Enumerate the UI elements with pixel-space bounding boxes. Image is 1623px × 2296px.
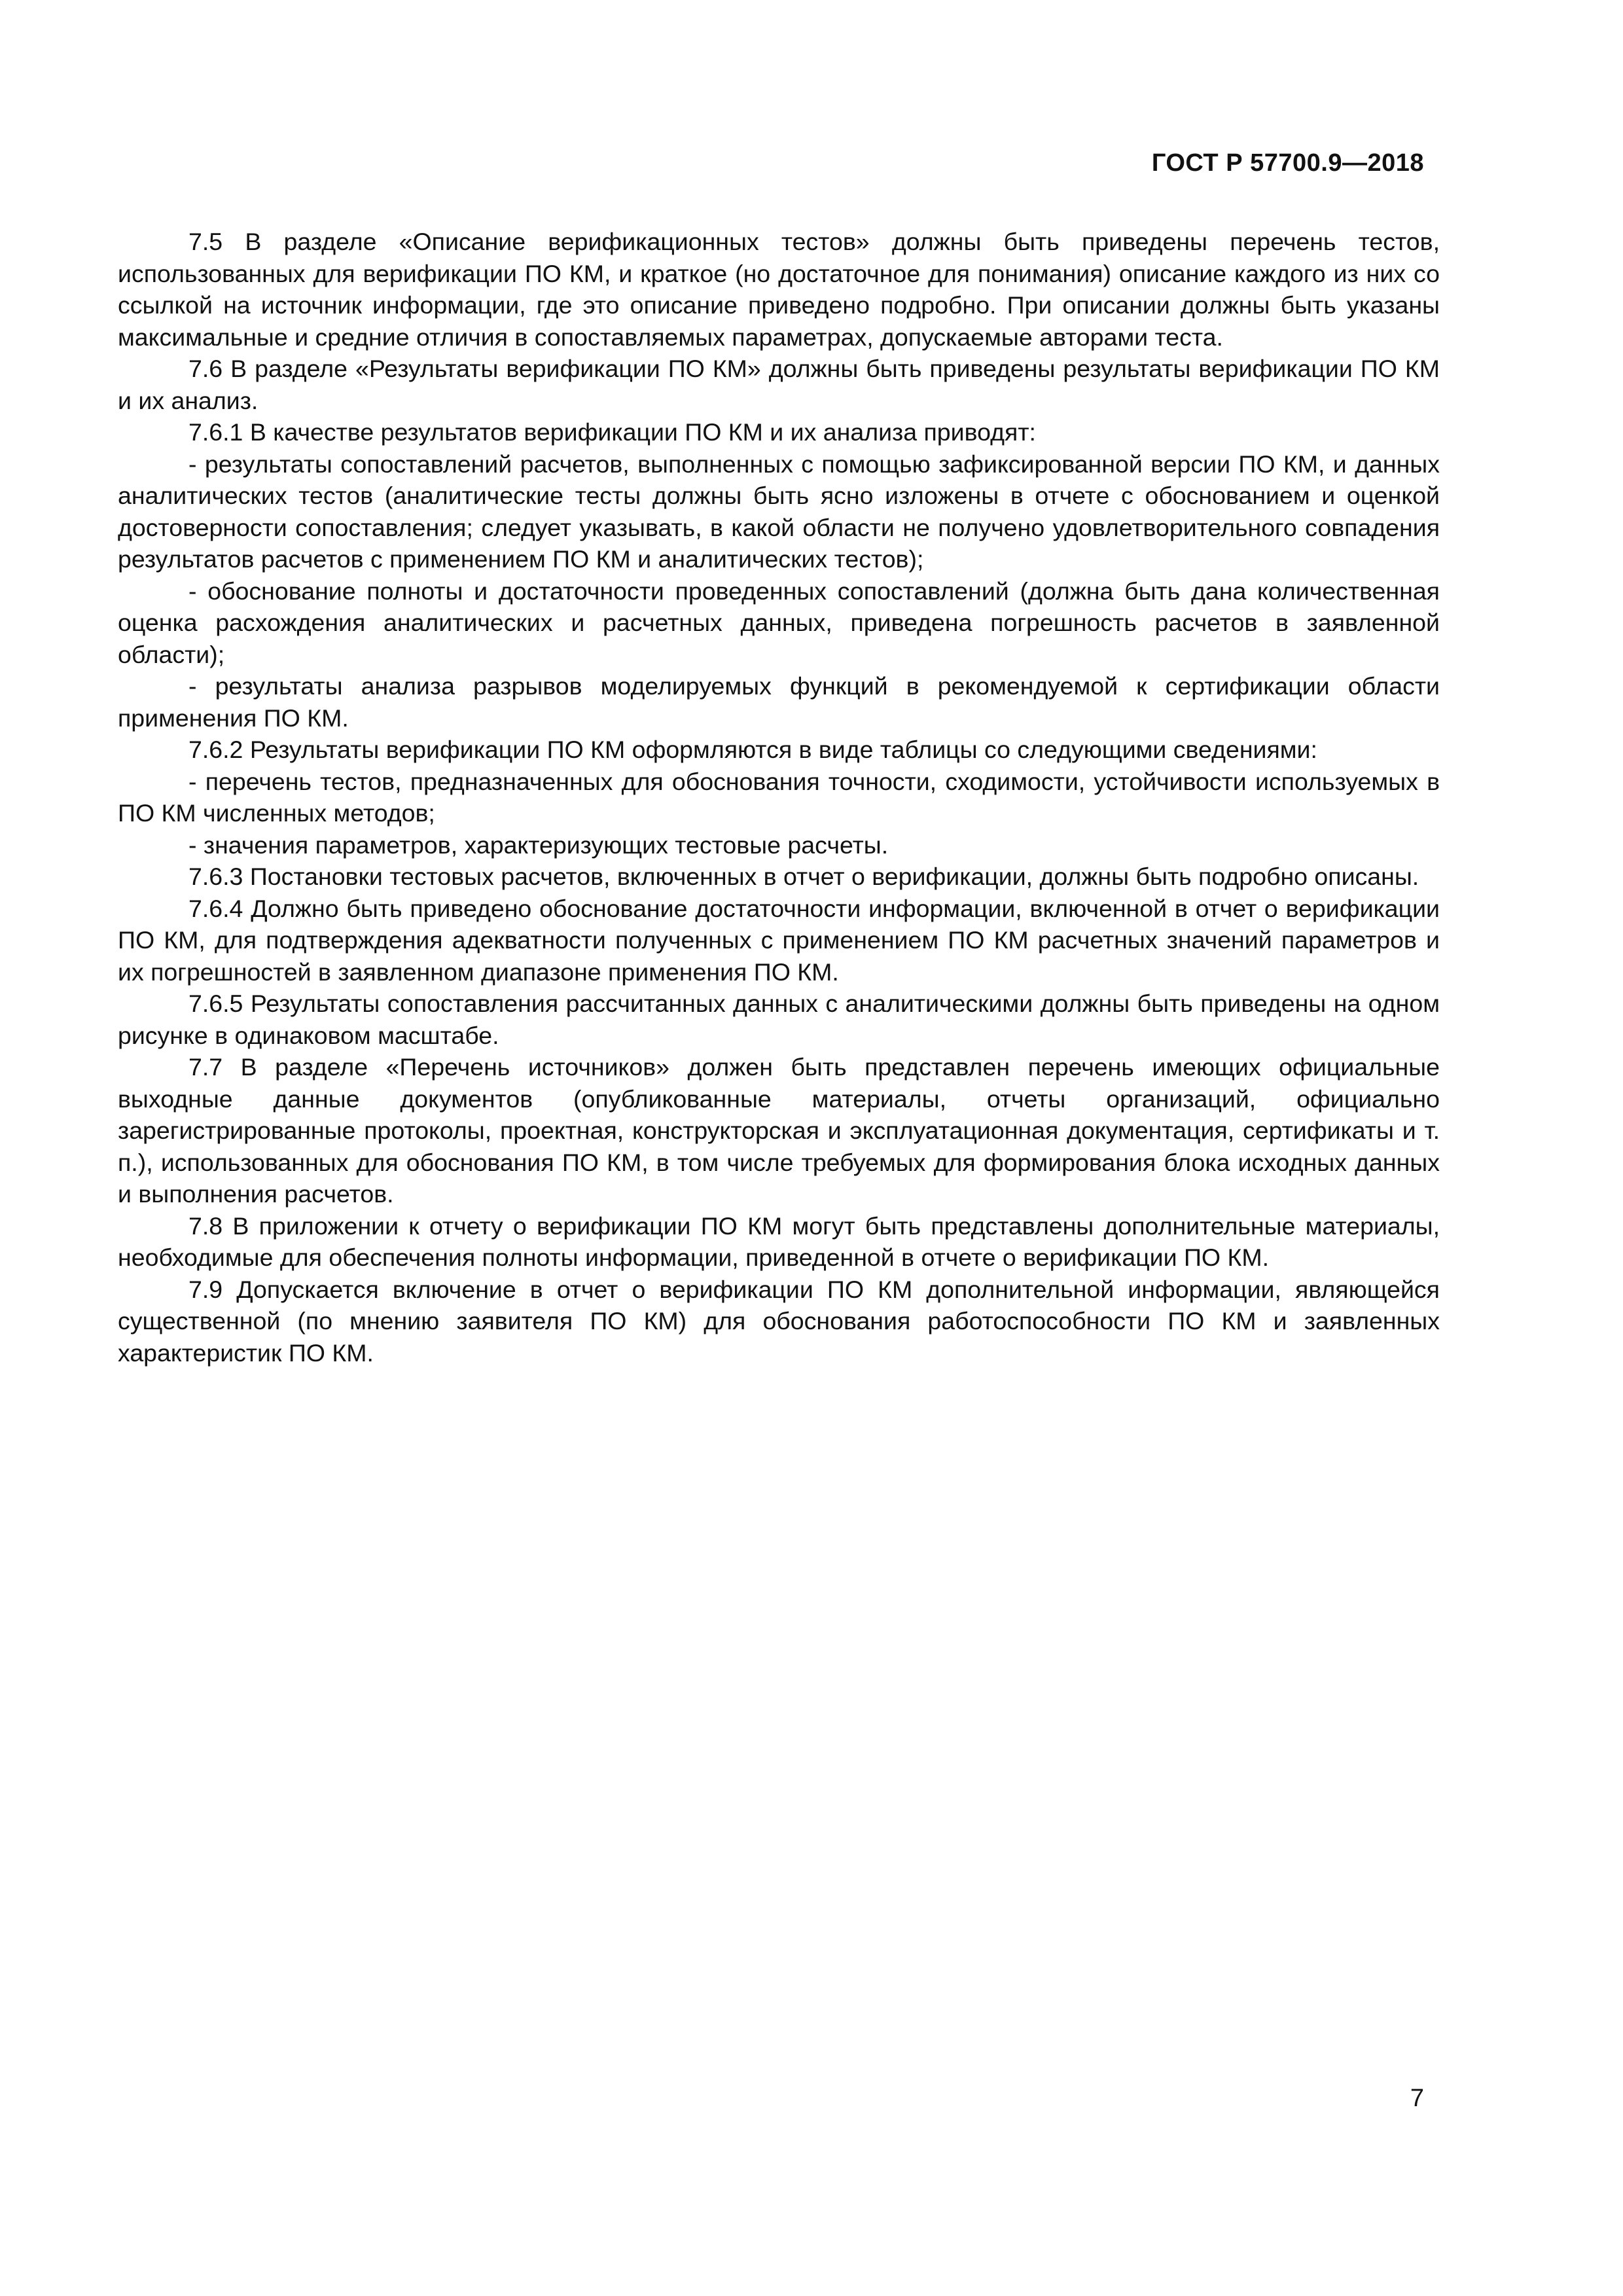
list-item: - обоснование полноты и достаточности проведенных сопоставлений (должна быть дана количественная оценка расхождения аналитических и расчетных данных, приведена погрешность расчетов в заявленной области);	[118, 577, 1440, 668]
paragraph-7-5: 7.5 В разделе «Описание верификационных тестов» должны быть приведены перечень тестов, использованных для верификации ПО КМ, и краткое (но достаточное для понимания) описание каждого из них со ссылкой на источник информации, где это описание приведено подробно. При описании должны быть указаны максимальные и средние отличия в сопоставляемых параметрах, допускаемые авторами теста.	[118, 228, 1440, 351]
list-item: - перечень тестов, предназначенных для обоснования точности, сходимости, устойчивости используемых в ПО КМ численных методов;	[118, 767, 1440, 827]
paragraph-7-6: 7.6 В разделе «Результаты верификации ПО КМ» должны быть приведены результаты верификации ПО КМ и их анализ.	[118, 355, 1440, 414]
paragraph-7-6-5: 7.6.5 Результаты сопоставления рассчитанных данных с аналитическими должны быть приведены на одном рисунке в одинаковом масштабе.	[118, 990, 1440, 1049]
document-code-header: ГОСТ Р 57700.9—2018	[1151, 149, 1424, 177]
paragraph-7-6-3: 7.6.3 Постановки тестовых расчетов, включенных в отчет о верификации, должны быть подробно описаны.	[188, 863, 1419, 890]
paragraph-7-7: 7.7 В разделе «Перечень источников» должен быть представлен перечень имеющих официальные выходные данные документов (опубликованные материалы, отчеты организаций, официально зарегистрированные протоколы, проектная, конструкторская и эксплуатационная документация, сертификаты и т. п.), использованных для обоснования ПО КМ, в том числе требуемых для формирования блока исходных данных и выполнения расчетов.	[118, 1053, 1440, 1208]
paragraph-7-6-2: 7.6.2 Результаты верификации ПО КМ оформляются в виде таблицы со следующими сведениями:	[188, 736, 1317, 763]
paragraph-7-6-1: 7.6.1 В качестве результатов верификации ПО КМ и их анализа приводят:	[188, 418, 1036, 446]
document-body	[118, 226, 1440, 1369]
paragraph-7-6-4: 7.6.4 Должно быть приведено обоснование достаточности информации, включенной в отчет о верификации ПО КМ, для подтверждения адекватности полученных с применением ПО КМ расчетных значений параметров и их погрешностей в заявленном диапазоне применения ПО КМ.	[118, 894, 1440, 986]
list-item: - значения параметров, характеризующих тестовые расчеты.	[188, 831, 889, 859]
list-item: - результаты сопоставлений расчетов, выполненных с помощью зафиксированной версии ПО КМ, и данных аналитических тестов (аналитические тесты должны быть ясно изложены в отчете с обоснованием и оценкой достоверности сопоставления; следует указывать, в какой области не получено удовлетворительного совпадения результатов расчетов с применением ПО КМ и аналитических тестов);	[118, 450, 1440, 573]
page-number: 7	[1410, 2085, 1424, 2112]
paragraph-7-9: 7.9 Допускается включение в отчет о верификации ПО КМ дополнительной информации, являющейся существенной (по мнению заявителя ПО КМ) для обоснования работоспособности ПО КМ и заявленных характеристик ПО КМ.	[118, 1275, 1440, 1367]
paragraph-7-8: 7.8 В приложении к отчету о верификации ПО КМ могут быть представлены дополнительные материалы, необходимые для обеспечения полноты информации, приведенной в отчете о верификации ПО КМ.	[118, 1211, 1440, 1271]
list-item: - результаты анализа разрывов моделируемых функций в рекомендуемой к сертификации области применения ПО КМ.	[118, 672, 1440, 732]
